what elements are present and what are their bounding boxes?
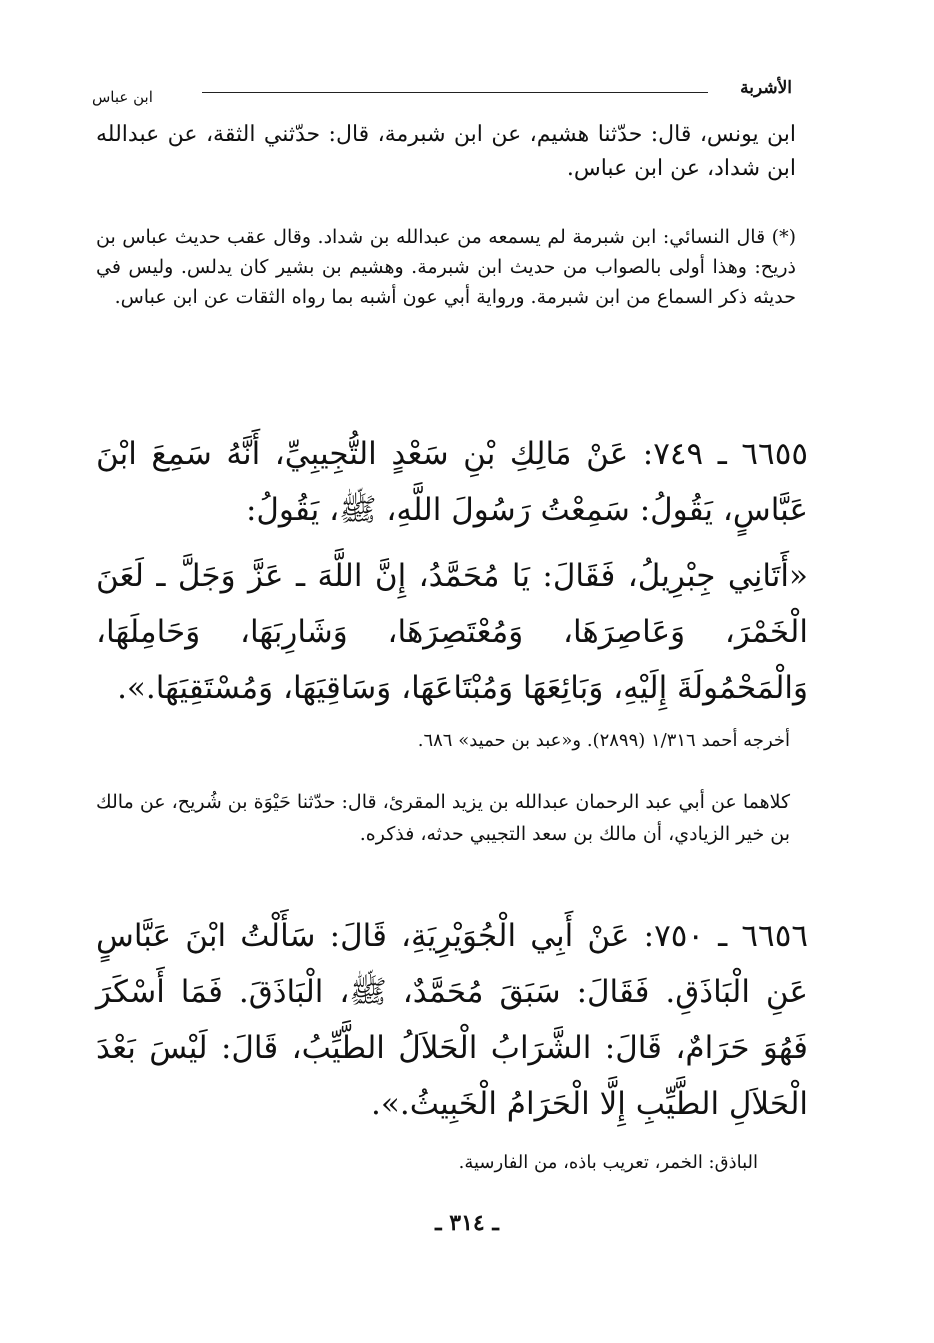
isnad-continuation: ابن يونس، قال: حدّثنا هشيم، عن ابن شبرمة، قال: حدّثني الثقة، عن عبدالله ابن شداد، عن ابن عباس. — [96, 122, 796, 181]
hadith-750-text: ٦٦٥٦ ـ ٧٥٠: عَنْ أَبِي الْجُوَيْرِيَةِ، قَالَ: سَأَلْتُ ابْنَ عَبَّاسٍ عَنِ الْبَاذَقِ. فَقَالَ: سَبَقَ مُحَمَّدٌ، ﷺ، الْبَاذَقَ. فَمَا أَسْكَرَ فَهُوَ حَرَامٌ، قَالَ: الشَّرَابُ الْحَلاَلُ الطَّيِّبُ، قَالَ: لَيْسَ بَعْدَ الْحَلاَلِ الطَّيِّبِ إِلَّا الْحَرَامُ الْخَبِيثُ.». — [96, 918, 808, 1122]
section-title: ابن عباس — [92, 88, 153, 106]
running-header — [92, 78, 792, 112]
takhrij-note: أخرجه أحمد ١/٣١٦ (٢٨٩٩). و«عبد بن حميد» ٦٨٦. — [417, 730, 790, 751]
header-rule — [202, 92, 708, 93]
chapter-title: الأشربة — [740, 78, 792, 98]
chain-note: كلاهما عن أبي عبد الرحمان عبدالله بن يزيد المقرئ، قال: حدّثنا حَيْوَة بن شُريح، عن مالك بن خير الزيادي، أن مالك بن سعد التجيبي حدثه، فذكره. — [96, 791, 790, 845]
page-number: ـ ٣١٤ ـ — [435, 1210, 499, 1236]
hadith-749-heading: ٦٦٥٥ ـ ٧٤٩: عَنْ مَالِكِ بْنِ سَعْدٍ التُّجِيبِيِّ، أَنَّهُ سَمِعَ ابْنَ عَبَّاسٍ، يَقُولُ: سَمِعْتُ رَسُولَ اللَّهِ، ﷺ، يَقُولُ: — [96, 436, 808, 528]
hadith-749-text: «أَتَانِي جِبْرِيلُ، فَقَالَ: يَا مُحَمَّدُ، إِنَّ اللَّهَ ـ عَزَّ وَجَلَّ ـ لَعَنَ الْخَمْرَ، وَعَاصِرَهَا، وَمُعْتَصِرَهَا، وَشَارِبَهَا، وَحَامِلَهَا، وَالْمَحْمُولَةَ إِلَيْهِ، وَبَائِعَهَا وَمُبْتَاعَهَا، وَسَاقِيَهَا، وَمُسْتَقِيَهَا.». — [96, 558, 808, 706]
gloss-note: الباذق: الخمر، تعريب باذه، من الفارسية. — [458, 1152, 758, 1173]
nasai-note: (*) قال النسائي: ابن شبرمة لم يسمعه من عبدالله بن شداد. وقال عقب حديث عباس بن ذريح: وهذا أولى بالصواب من حديث ابن شبرمة. وهشيم بن بشير كان يدلس. وليس في حديثه ذكر السماع من ابن شبرمة. ورواية أبي عون أشبه بما رواه الثقات عن ابن عباس. — [96, 226, 796, 308]
